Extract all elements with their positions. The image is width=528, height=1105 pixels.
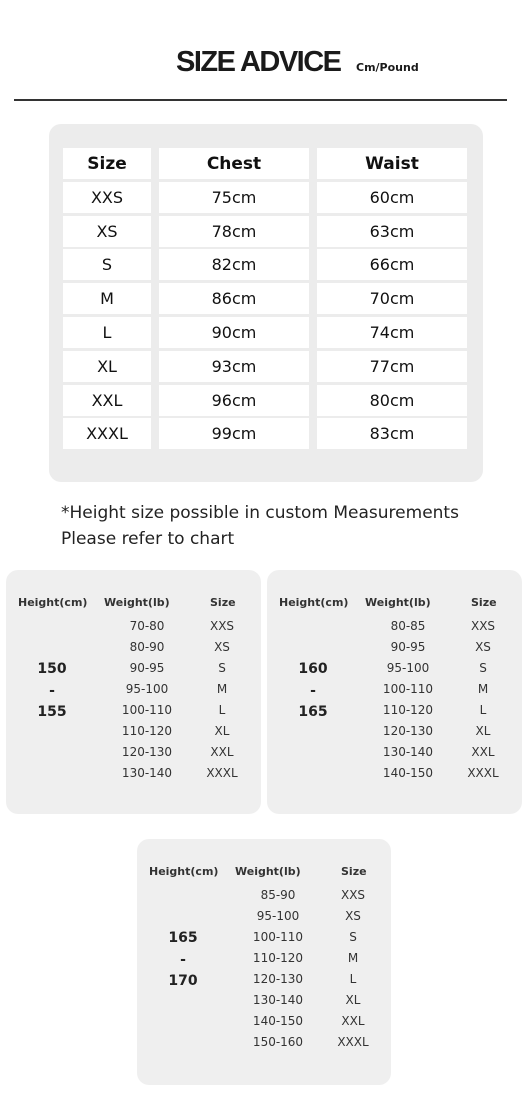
page-header	[0, 42, 528, 82]
size-table-cell: 75cm	[159, 182, 309, 213]
size-cell: XXS	[340, 888, 366, 902]
size-cell: XS	[214, 640, 230, 654]
page-title: SIZE ADVICE	[176, 46, 341, 78]
size-cell: XS	[475, 640, 491, 654]
size-table-cell: 63cm	[317, 216, 467, 247]
size-cell: XL	[345, 993, 361, 1007]
height-table-150-155	[6, 570, 261, 814]
height-range-to: 155	[37, 704, 67, 720]
weight-range-cell: 85-90	[260, 888, 296, 902]
unit-label: Cm/Pound	[356, 61, 419, 74]
size-table-cell: 74cm	[317, 317, 467, 348]
size-table-cell: 99cm	[159, 418, 309, 449]
height-table-header-cell: Height(cm)	[18, 596, 88, 609]
height-range-from: 150	[37, 661, 67, 677]
weight-range-cell: 100-110	[121, 703, 173, 717]
size-cell: XS	[345, 909, 361, 923]
size-table-cell: XXL	[63, 385, 151, 416]
weight-range-cell: 150-160	[252, 1035, 304, 1049]
height-range-from: 160	[298, 661, 328, 677]
weight-range-cell: 120-130	[121, 745, 173, 759]
size-cell: XXS	[470, 619, 496, 633]
size-table-cell: 80cm	[317, 385, 467, 416]
size-table-header-cell: Size	[63, 148, 151, 179]
height-range-sep: -	[180, 952, 186, 968]
size-cell: L	[349, 972, 357, 986]
weight-range-cell: 120-130	[382, 724, 434, 738]
height-range-sep: -	[49, 683, 55, 699]
size-chart-panel	[49, 124, 483, 482]
note-line-1: *Height size possible in custom Measurements	[61, 503, 459, 523]
size-table-cell: 86cm	[159, 283, 309, 314]
size-table-cell: 77cm	[317, 351, 467, 382]
weight-range-cell: 140-150	[382, 766, 434, 780]
size-cell: XL	[214, 724, 230, 738]
height-table-header-cell: Size	[341, 865, 367, 878]
weight-range-cell: 90-95	[129, 661, 165, 675]
size-table-cell: 96cm	[159, 385, 309, 416]
height-table-header-cell: Height(cm)	[149, 865, 219, 878]
weight-range-cell: 110-120	[382, 703, 434, 717]
height-table-header-cell: Size	[471, 596, 497, 609]
size-cell: XXXL	[337, 1035, 369, 1049]
size-cell: M	[216, 682, 228, 696]
size-table-cell: XS	[63, 216, 151, 247]
height-range-to: 170	[168, 973, 198, 989]
weight-range-cell: 120-130	[252, 972, 304, 986]
height-table-165-170	[137, 839, 391, 1085]
size-cell: S	[479, 661, 487, 675]
size-table-cell: 93cm	[159, 351, 309, 382]
height-table-header-cell: Height(cm)	[279, 596, 349, 609]
size-cell: XL	[475, 724, 491, 738]
height-range-to: 165	[298, 704, 328, 720]
size-cell: L	[479, 703, 487, 717]
weight-range-cell: 95-100	[386, 661, 430, 675]
size-cell: XXXL	[206, 766, 238, 780]
height-table-header-cell: Weight(lb)	[104, 596, 170, 609]
size-cell: XXXL	[467, 766, 499, 780]
size-table-cell: M	[63, 283, 151, 314]
weight-range-cell: 80-90	[129, 640, 165, 654]
size-table-cell: XXXL	[63, 418, 151, 449]
size-cell: L	[218, 703, 226, 717]
size-cell: XXL	[210, 745, 234, 759]
weight-range-cell: 95-100	[125, 682, 169, 696]
height-table-header-cell: Weight(lb)	[235, 865, 301, 878]
height-table-header-cell: Size	[210, 596, 236, 609]
weight-range-cell: 130-140	[121, 766, 173, 780]
size-table-header-cell: Waist	[317, 148, 467, 179]
weight-range-cell: 95-100	[256, 909, 300, 923]
size-table-cell: S	[63, 249, 151, 280]
weight-range-cell: 110-120	[252, 951, 304, 965]
size-cell: S	[218, 661, 226, 675]
weight-range-cell: 130-140	[252, 993, 304, 1007]
weight-range-cell: 130-140	[382, 745, 434, 759]
size-table-cell: 78cm	[159, 216, 309, 247]
weight-range-cell: 70-80	[129, 619, 165, 633]
weight-range-cell: 140-150	[252, 1014, 304, 1028]
size-table-cell: XXS	[63, 182, 151, 213]
weight-range-cell: 80-85	[390, 619, 426, 633]
size-cell: XXL	[341, 1014, 365, 1028]
weight-range-cell: 110-120	[121, 724, 173, 738]
size-table-cell: 90cm	[159, 317, 309, 348]
weight-range-cell: 90-95	[390, 640, 426, 654]
weight-range-cell: 100-110	[382, 682, 434, 696]
header-divider	[14, 99, 507, 101]
size-cell: XXL	[471, 745, 495, 759]
size-table-cell: 70cm	[317, 283, 467, 314]
size-table-cell: 60cm	[317, 182, 467, 213]
height-table-header-cell: Weight(lb)	[365, 596, 431, 609]
height-note	[61, 500, 459, 552]
size-table-cell: L	[63, 317, 151, 348]
size-cell: M	[477, 682, 489, 696]
size-table-cell: 83cm	[317, 418, 467, 449]
height-table-160-165	[267, 570, 522, 814]
note-line-2: Please refer to chart	[61, 529, 235, 549]
size-cell: M	[347, 951, 359, 965]
size-table-cell: XL	[63, 351, 151, 382]
size-cell: XXS	[209, 619, 235, 633]
size-table-cell: 82cm	[159, 249, 309, 280]
height-range-sep: -	[310, 683, 316, 699]
weight-range-cell: 100-110	[252, 930, 304, 944]
size-cell: S	[349, 930, 357, 944]
size-table-cell: 66cm	[317, 249, 467, 280]
height-range-from: 165	[168, 930, 198, 946]
size-table-header-cell: Chest	[159, 148, 309, 179]
